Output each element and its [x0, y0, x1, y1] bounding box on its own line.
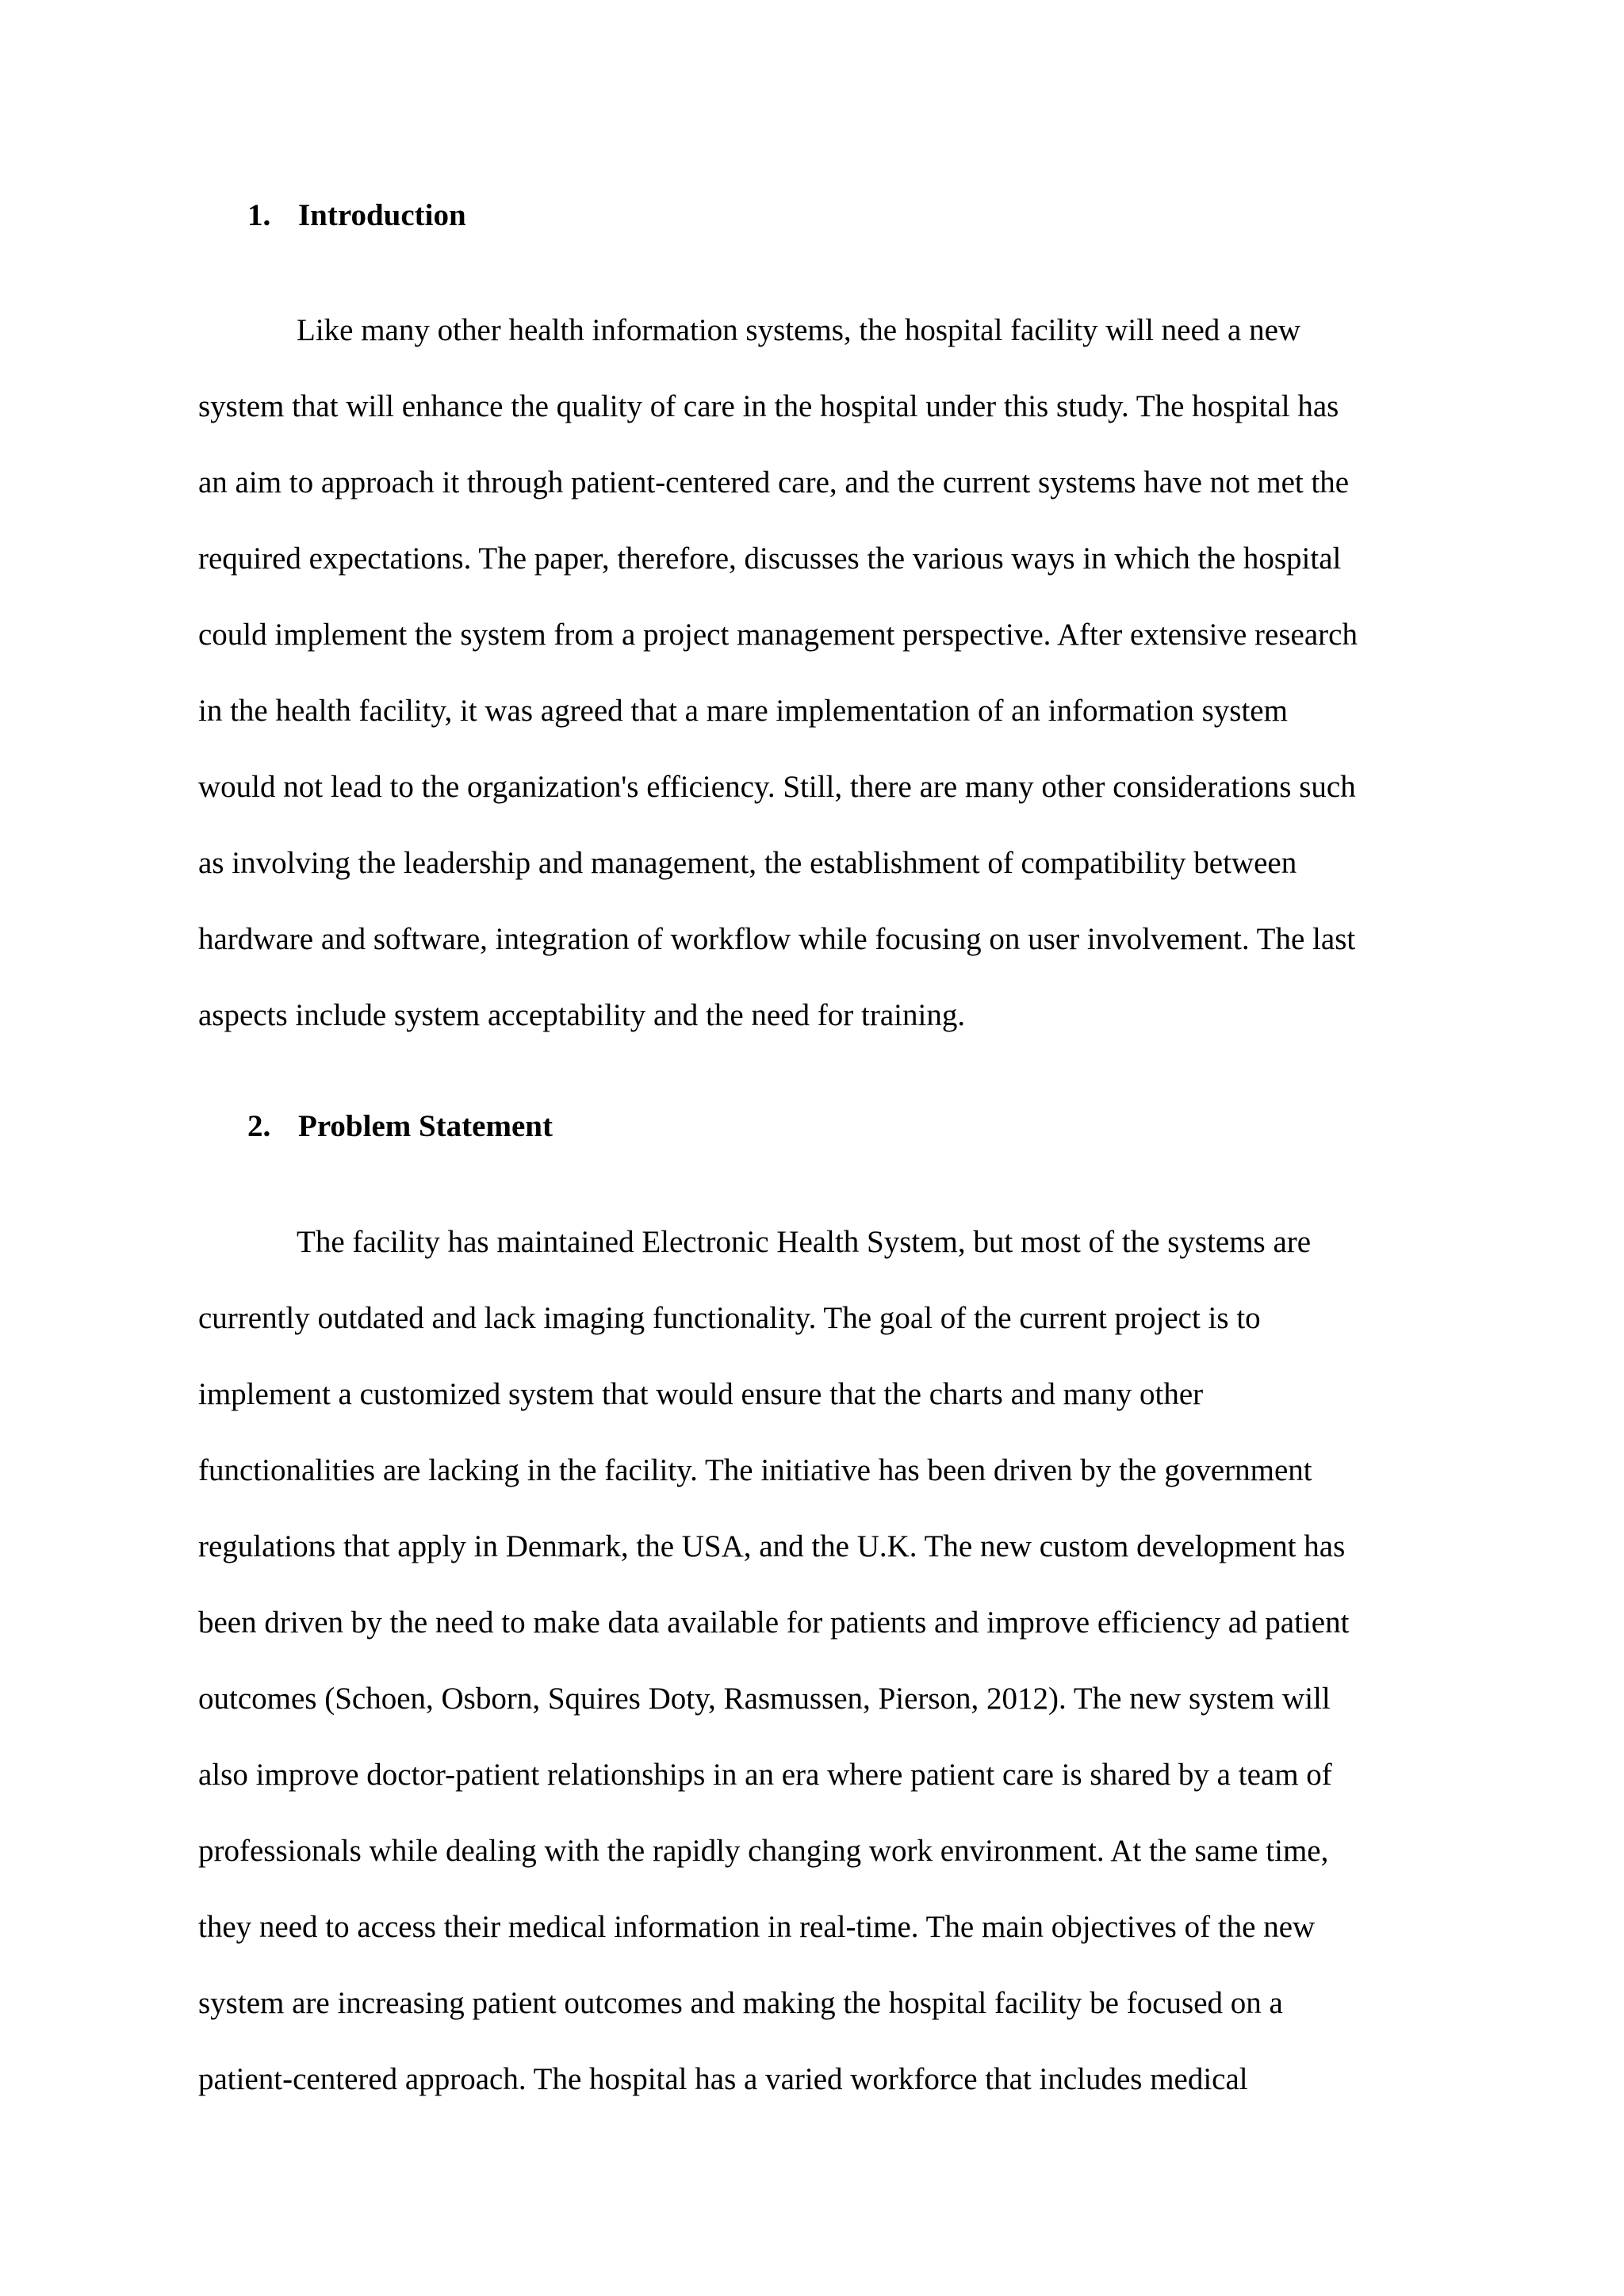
paragraph-line: outcomes (Schoen, Osborn, Squires Doty, Rasmussen, Pierson, 2012). The new system will: [198, 1682, 1331, 1716]
paragraph-line: could implement the system from a project management perspective. After extensive research: [198, 618, 1358, 652]
section-title: Introduction: [298, 198, 466, 232]
paragraph-line: aspects include system acceptability and the need for training.: [198, 998, 966, 1032]
paragraph-line: The facility has maintained Electronic Health System, but most of the systems are: [297, 1225, 1312, 1259]
paragraph-line: an aim to approach it through patient-centered care, and the current systems have not met the: [198, 465, 1350, 499]
section-heading-problem-statement: [247, 1108, 553, 1146]
paragraph-line: been driven by the need to make data available for patients and improve efficiency ad patient: [198, 1605, 1350, 1640]
paragraph-line: patient-centered approach. The hospital has a varied workforce that includes medical: [198, 2062, 1248, 2096]
paragraph-line: Like many other health information systems, the hospital facility will need a new: [297, 313, 1301, 347]
paragraph-line: they need to access their medical information in real-time. The main objectives of the new: [198, 1910, 1316, 1944]
paragraph-line: as involving the leadership and management, the establishment of compatibility between: [198, 846, 1297, 880]
paragraph-line: system that will enhance the quality of care in the hospital under this study. The hospital has: [198, 389, 1339, 423]
paragraph-line: hardware and software, integration of workflow while focusing on user involvement. The last: [198, 922, 1356, 956]
paragraph-line: currently outdated and lack imaging functionality. The goal of the current project is to: [198, 1301, 1261, 1335]
paragraph-line: system are increasing patient outcomes and making the hospital facility be focused on a: [198, 1986, 1283, 2020]
paragraph-line: would not lead to the organization's efficiency. Still, there are many other considerations such: [198, 770, 1356, 804]
paragraph-line: professionals while dealing with the rapidly changing work environment. At the same time,: [198, 1834, 1329, 1868]
paragraph-line: also improve doctor-patient relationships in an era where patient care is shared by a team of: [198, 1758, 1332, 1792]
section-number: 1.: [247, 198, 271, 232]
section-title: Problem Statement: [298, 1109, 553, 1143]
paragraph-line: required expectations. The paper, therefore, discusses the various ways in which the hospital: [198, 541, 1342, 576]
section-number: 2.: [247, 1109, 271, 1143]
paragraph-line: functionalities are lacking in the facility. The initiative has been driven by the government: [198, 1453, 1312, 1487]
paragraph-line: implement a customized system that would ensure that the charts and many other: [198, 1377, 1204, 1411]
section-heading-introduction: [247, 197, 466, 235]
paragraph-line: in the health facility, it was agreed that a mare implementation of an information system: [198, 694, 1288, 728]
paragraph-line: regulations that apply in Denmark, the USA, and the U.K. The new custom development has: [198, 1529, 1346, 1563]
